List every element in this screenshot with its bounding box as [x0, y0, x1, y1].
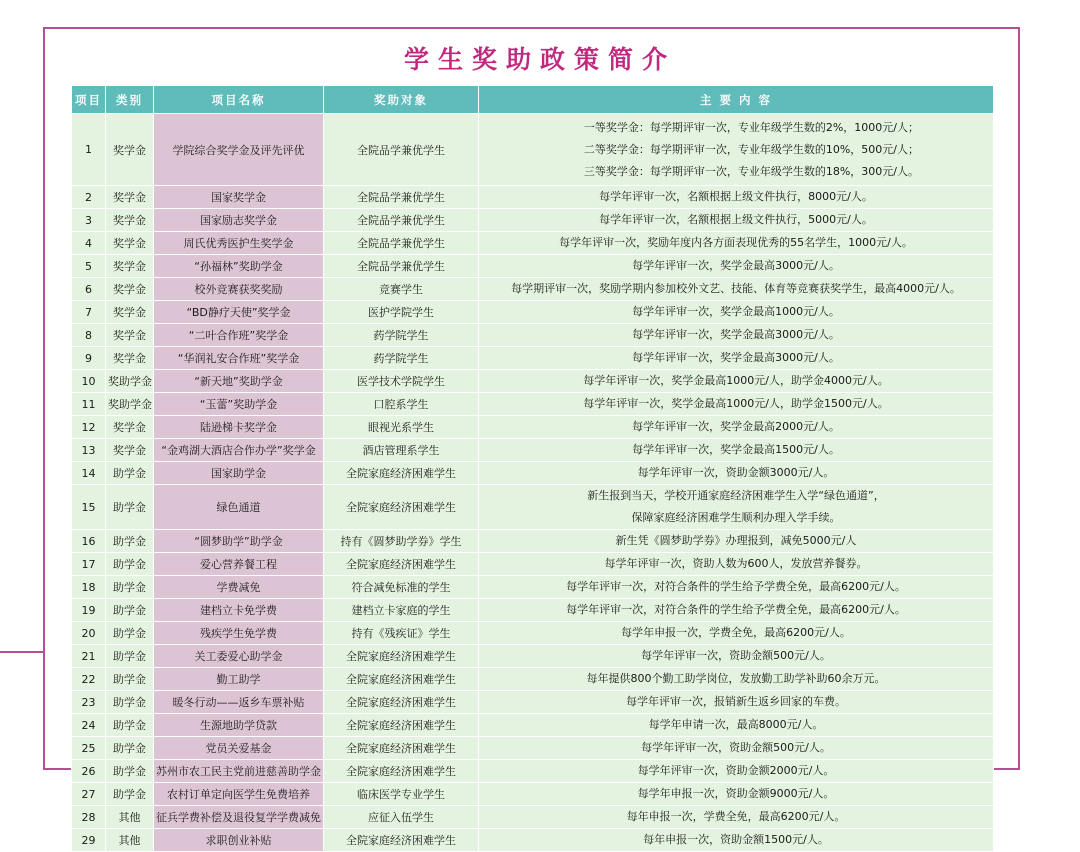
row-project-name: 残疾学生免学费 — [154, 622, 324, 645]
row-project-name: 绿色通道 — [154, 485, 324, 530]
table-row — [72, 462, 994, 485]
header-category: 类别 — [106, 86, 154, 114]
row-content — [479, 209, 994, 232]
row-project-name: “华润礼安合作班”奖学金 — [154, 347, 324, 370]
row-category: 助学金 — [106, 760, 154, 783]
table-row — [72, 737, 994, 760]
row-number: 9 — [72, 347, 106, 370]
row-target: 全院品学兼优学生 — [324, 255, 479, 278]
row-category: 助学金 — [106, 645, 154, 668]
content-line: 每学年评审一次，资助金额2000元/人。 — [637, 764, 835, 777]
row-target: 全院品学兼优学生 — [324, 186, 479, 209]
table-row — [72, 760, 994, 783]
row-project-name: “孙福林”奖助学金 — [154, 255, 324, 278]
header-content: 主 要 内 容 — [479, 86, 994, 114]
table-row — [72, 783, 994, 806]
table-row — [72, 209, 994, 232]
table-row — [72, 232, 994, 255]
row-content — [479, 622, 994, 645]
row-number: 24 — [72, 714, 106, 737]
table-row — [72, 301, 994, 324]
row-content — [479, 668, 994, 691]
row-project-name: 党员关爱基金 — [154, 737, 324, 760]
row-number: 10 — [72, 370, 106, 393]
row-category: 其他 — [106, 829, 154, 852]
row-target: 应征入伍学生 — [324, 806, 479, 829]
row-number: 13 — [72, 439, 106, 462]
row-content — [479, 599, 994, 622]
header-no: 项目 — [72, 86, 106, 114]
row-number: 21 — [72, 645, 106, 668]
row-target: 全院家庭经济困难学生 — [324, 714, 479, 737]
row-target: 竞赛学生 — [324, 278, 479, 301]
row-number: 4 — [72, 232, 106, 255]
policy-table — [71, 85, 994, 852]
table-row — [72, 186, 994, 209]
row-target: 全院家庭经济困难学生 — [324, 668, 479, 691]
table-row — [72, 324, 994, 347]
content-line: 新生报到当天，学校开通家庭经济困难学生入学“绿色通道”， — [587, 489, 885, 502]
row-project-name: 校外竞赛获奖奖励 — [154, 278, 324, 301]
content-line: 每年申报一次，学费全免，最高6200元/人。 — [626, 810, 846, 823]
row-category: 助学金 — [106, 462, 154, 485]
content-line: 每学年申报一次，学费全免，最高6200元/人。 — [621, 626, 851, 639]
row-number: 14 — [72, 462, 106, 485]
row-number: 15 — [72, 485, 106, 530]
row-project-name: 国家助学金 — [154, 462, 324, 485]
table-row — [72, 599, 994, 622]
row-project-name: 周氏优秀医护生奖学金 — [154, 232, 324, 255]
row-content — [479, 301, 994, 324]
row-project-name: 爱心营养餐工程 — [154, 553, 324, 576]
row-number: 27 — [72, 783, 106, 806]
row-target: 建档立卡家庭的学生 — [324, 599, 479, 622]
row-category: 助学金 — [106, 530, 154, 553]
row-project-name: 国家奖学金 — [154, 186, 324, 209]
row-project-name: 生源地助学贷款 — [154, 714, 324, 737]
row-category: 奖学金 — [106, 114, 154, 186]
table-row — [72, 622, 994, 645]
row-target: 医护学院学生 — [324, 301, 479, 324]
row-content — [479, 806, 994, 829]
table-row — [72, 255, 994, 278]
row-number: 26 — [72, 760, 106, 783]
content-line: 二等奖学金：每学期评审一次，专业年级学生数的10%，500元/人； — [583, 142, 919, 156]
row-target: 酒店管理系学生 — [324, 439, 479, 462]
row-content — [479, 553, 994, 576]
row-category: 奖助学金 — [106, 370, 154, 393]
row-category: 助学金 — [106, 485, 154, 530]
row-category: 助学金 — [106, 668, 154, 691]
row-number: 25 — [72, 737, 106, 760]
row-category: 奖学金 — [106, 301, 154, 324]
row-content — [479, 347, 994, 370]
row-number: 16 — [72, 530, 106, 553]
row-category: 奖学金 — [106, 324, 154, 347]
table-row — [72, 553, 994, 576]
row-project-name: 农村订单定向医学生免费培养 — [154, 783, 324, 806]
row-project-name: 暖冬行动——返乡车票补贴 — [154, 691, 324, 714]
row-category: 助学金 — [106, 691, 154, 714]
table-row — [72, 439, 994, 462]
row-content — [479, 370, 994, 393]
row-project-name: 关工委爱心助学金 — [154, 645, 324, 668]
row-content — [479, 576, 994, 599]
row-content — [479, 324, 994, 347]
row-target: 全院家庭经济困难学生 — [324, 485, 479, 530]
row-target: 医学技术学院学生 — [324, 370, 479, 393]
row-project-name: 学院综合奖学金及评先评优 — [154, 114, 324, 186]
table-row — [72, 370, 994, 393]
table-row — [72, 645, 994, 668]
row-content — [479, 186, 994, 209]
row-project-name: “玉蕾”奖助学金 — [154, 393, 324, 416]
row-project-name: “金鸡湖大酒店合作办学”奖学金 — [154, 439, 324, 462]
row-content — [479, 393, 994, 416]
row-project-name: 求职创业补贴 — [154, 829, 324, 852]
row-number: 20 — [72, 622, 106, 645]
row-category: 助学金 — [106, 553, 154, 576]
row-content — [479, 737, 994, 760]
row-number: 8 — [72, 324, 106, 347]
row-project-name: 国家励志奖学金 — [154, 209, 324, 232]
content-line: 每学年评审一次，奖学金最高1000元/人。 — [632, 305, 840, 318]
row-category: 奖学金 — [106, 255, 154, 278]
content-line: 每学年评审一次，奖学金最高3000元/人。 — [632, 259, 840, 272]
content-line: 三等奖学金：每学期评审一次，专业年级学生数的18%，300元/人。 — [583, 164, 919, 178]
content-line: 新生凭《圆梦助学券》办理报到，减免5000元/人 — [615, 534, 857, 547]
table-row — [72, 668, 994, 691]
row-number: 12 — [72, 416, 106, 439]
content-line: 每学年评审一次，资助人数为600人，发放营养餐券。 — [604, 557, 868, 570]
table-row — [72, 576, 994, 599]
row-project-name: 陆逊梯卡奖学金 — [154, 416, 324, 439]
header-target: 奖助对象 — [324, 86, 479, 114]
row-category: 助学金 — [106, 576, 154, 599]
row-project-name: 勤工助学 — [154, 668, 324, 691]
row-number: 5 — [72, 255, 106, 278]
row-target: 口腔系学生 — [324, 393, 479, 416]
content-line: 每学年评审一次，奖励年度内各方面表现优秀的55名学生，1000元/人。 — [559, 236, 913, 249]
row-project-name: “二叶合作班”奖学金 — [154, 324, 324, 347]
row-number: 11 — [72, 393, 106, 416]
table-row — [72, 347, 994, 370]
row-target: 临床医学专业学生 — [324, 783, 479, 806]
row-content — [479, 416, 994, 439]
content-line: 每学年评审一次，奖学金最高1000元/人，助学金1500元/人。 — [583, 397, 889, 410]
content-line: 每学年评审一次，名额根据上级文件执行，5000元/人。 — [599, 213, 873, 226]
row-target: 全院家庭经济困难学生 — [324, 737, 479, 760]
content-line: 每年申报一次，资助金额1500元/人。 — [643, 833, 829, 846]
row-category: 助学金 — [106, 714, 154, 737]
table-row — [72, 278, 994, 301]
content-line: 每学年评审一次，资助金额3000元/人。 — [637, 466, 835, 479]
row-target: 全院家庭经济困难学生 — [324, 829, 479, 852]
table-body — [72, 114, 994, 852]
row-content — [479, 462, 994, 485]
content-line: 每学年评审一次，名额根据上级文件执行，8000元/人。 — [599, 190, 873, 203]
content-line: 每学年评审一次，对符合条件的学生给予学费全免，最高6200元/人。 — [566, 603, 906, 616]
row-project-name: 征兵学费补偿及退役复学学费减免 — [154, 806, 324, 829]
row-content — [479, 232, 994, 255]
row-content — [479, 829, 994, 852]
table-row — [72, 806, 994, 829]
row-project-name: 学费减免 — [154, 576, 324, 599]
table-header-row — [72, 86, 994, 114]
content-line: 每学年评审一次，报销新生返乡回家的车费。 — [626, 695, 846, 708]
page-title: 学生奖助政策简介 — [403, 45, 676, 74]
row-category: 奖学金 — [106, 232, 154, 255]
table-row — [72, 691, 994, 714]
row-number: 22 — [72, 668, 106, 691]
row-target: 符合减免标准的学生 — [324, 576, 479, 599]
row-category: 助学金 — [106, 599, 154, 622]
row-number: 3 — [72, 209, 106, 232]
row-content — [479, 530, 994, 553]
row-target: 全院家庭经济困难学生 — [324, 760, 479, 783]
row-number: 19 — [72, 599, 106, 622]
table-row — [72, 114, 994, 186]
row-target: 持有《残疾证》学生 — [324, 622, 479, 645]
table-row — [72, 714, 994, 737]
row-target: 眼视光系学生 — [324, 416, 479, 439]
row-category: 其他 — [106, 806, 154, 829]
row-target: 全院家庭经济困难学生 — [324, 553, 479, 576]
row-content — [479, 485, 994, 530]
content-line: 每学年评审一次，奖学金最高3000元/人。 — [632, 328, 840, 341]
content-line: 每学年评审一次，奖学金最高2000元/人。 — [632, 420, 840, 433]
content-line: 每学年评审一次，资助金额500元/人。 — [641, 649, 831, 662]
frame-tick-mark — [0, 651, 44, 653]
row-content — [479, 714, 994, 737]
content-line: 每学年申报一次，资助金额9000元/人。 — [637, 787, 835, 800]
table-row — [72, 393, 994, 416]
content-line: 每学期评审一次，奖励学期内参加校外文艺、技能、体育等竞赛获奖学生，最高4000元/人。 — [511, 282, 961, 295]
row-project-name: “新天地”奖助学金 — [154, 370, 324, 393]
row-category: 助学金 — [106, 737, 154, 760]
row-project-name: 建档立卡免学费 — [154, 599, 324, 622]
row-content — [479, 114, 994, 186]
row-target: 持有《圆梦助学券》学生 — [324, 530, 479, 553]
row-category: 奖学金 — [106, 347, 154, 370]
content-line: 每年提供800个勤工助学岗位，发放勤工助学补助60余万元。 — [586, 672, 886, 685]
row-content — [479, 645, 994, 668]
row-number: 1 — [72, 114, 106, 186]
row-content — [479, 278, 994, 301]
content-line: 一等奖学金：每学期评审一次，专业年级学生数的2%，1000元/人； — [583, 120, 919, 134]
row-category: 助学金 — [106, 622, 154, 645]
row-category: 奖学金 — [106, 278, 154, 301]
row-category: 奖学金 — [106, 186, 154, 209]
table-row — [72, 485, 994, 530]
row-content — [479, 439, 994, 462]
row-target: 全院家庭经济困难学生 — [324, 462, 479, 485]
row-number: 2 — [72, 186, 106, 209]
row-target: 全院家庭经济困难学生 — [324, 645, 479, 668]
content-line: 保障家庭经济困难学生顺利办理入学手续。 — [631, 511, 841, 524]
content-line: 每学年评审一次，奖学金最高1000元/人，助学金4000元/人。 — [583, 374, 889, 387]
table-row — [72, 530, 994, 553]
row-target: 全院品学兼优学生 — [324, 232, 479, 255]
content-line: 每学年评审一次，奖学金最高3000元/人。 — [632, 351, 840, 364]
row-target: 全院家庭经济困难学生 — [324, 691, 479, 714]
row-project-name: “BD静疗天使”奖学金 — [154, 301, 324, 324]
row-content — [479, 691, 994, 714]
row-content — [479, 783, 994, 806]
row-number: 23 — [72, 691, 106, 714]
row-number: 28 — [72, 806, 106, 829]
row-project-name: “圆梦助学”助学金 — [154, 530, 324, 553]
content-line: 每学年评审一次，对符合条件的学生给予学费全免，最高6200元/人。 — [566, 580, 906, 593]
row-category: 奖助学金 — [106, 393, 154, 416]
row-target: 药学院学生 — [324, 347, 479, 370]
content-line: 每学年申请一次，最高8000元/人。 — [648, 718, 824, 731]
row-content — [479, 760, 994, 783]
row-target: 全院品学兼优学生 — [324, 209, 479, 232]
row-target: 药学院学生 — [324, 324, 479, 347]
table-row — [72, 829, 994, 852]
row-number: 17 — [72, 553, 106, 576]
row-number: 7 — [72, 301, 106, 324]
row-number: 29 — [72, 829, 106, 852]
table-row — [72, 416, 994, 439]
content-line: 每学年评审一次，资助金额500元/人。 — [641, 741, 831, 754]
row-category: 奖学金 — [106, 209, 154, 232]
row-target: 全院品学兼优学生 — [324, 114, 479, 186]
row-category: 奖学金 — [106, 439, 154, 462]
row-category: 助学金 — [106, 783, 154, 806]
row-number: 18 — [72, 576, 106, 599]
row-content — [479, 255, 994, 278]
row-project-name: 苏州市农工民主党前进慈善助学金 — [154, 760, 324, 783]
content-line: 每学年评审一次，奖学金最高1500元/人。 — [632, 443, 840, 456]
header-project-name: 项目名称 — [154, 86, 324, 114]
row-category: 奖学金 — [106, 416, 154, 439]
row-number: 6 — [72, 278, 106, 301]
